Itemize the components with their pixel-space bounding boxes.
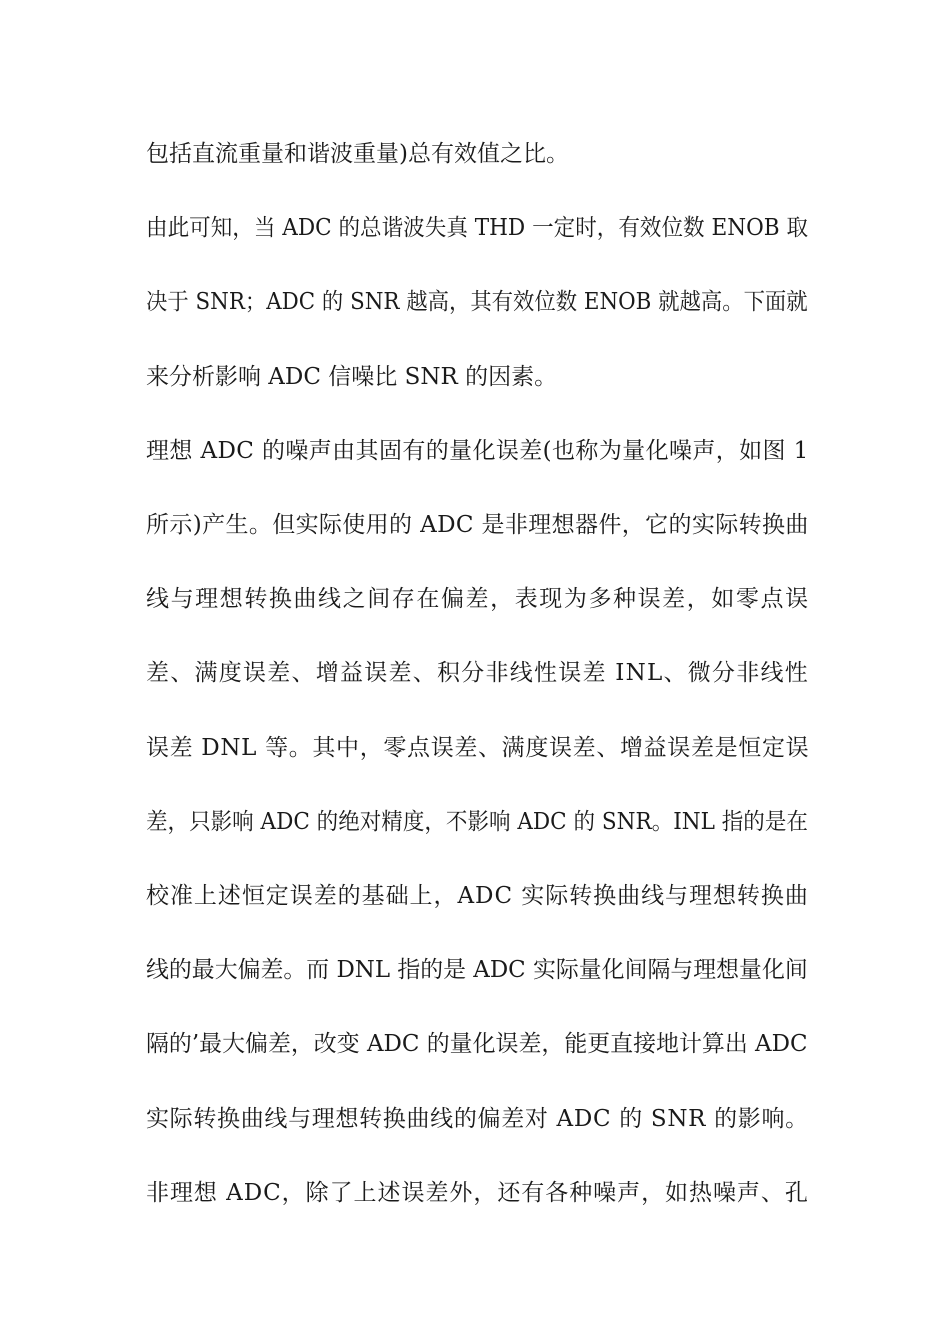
text-line: 校准上述恒定误差的基础上，ADC 实际转换曲线与理想转换曲 bbox=[146, 883, 809, 909]
text-line: 线的最大偏差。而 DNL 指的是 ADC 实际量化间隔与理想量化间 bbox=[146, 957, 808, 984]
text-line: 理想 ADC 的噪声由其固有的量化误差(也称为量化噪声，如图 1 bbox=[146, 437, 809, 464]
text-line: 包括直流重量和谐波重量)总有效值之比。 bbox=[146, 141, 569, 167]
text-line: 决于 SNR；ADC 的 SNR 越高，其有效位数 ENOB 就越高。下面就 bbox=[146, 289, 808, 316]
text-line: 差、满度误差、增益误差、积分非线性误差 INL、微分非线性 bbox=[146, 660, 810, 687]
text-line: 隔的’最大偏差，改变 ADC 的量化误差，能更直接地计算出 ADC bbox=[146, 1031, 808, 1058]
text-line: 实际转换曲线与理想转换曲线的偏差对 ADC 的 SNR 的影响。 bbox=[146, 1105, 809, 1132]
text-line: 线与理想转换曲线之间存在偏差，表现为多种误差，如零点误 bbox=[146, 586, 810, 613]
text-line: 差，只影响 ADC 的绝对精度，不影响 ADC 的 SNR。INL 指的是在 bbox=[146, 808, 808, 835]
text-line: 误差 DNL 等。其中，零点误差、满度误差、增益误差是恒定误 bbox=[146, 734, 810, 761]
text-line: 非理想 ADC，除了上述误差外，还有各种噪声，如热噪声、孔 bbox=[146, 1179, 809, 1206]
text-line: 由此可知，当 ADC 的总谐波失真 THD 一定时，有效位数 ENOB 取 bbox=[146, 215, 809, 242]
text-line: 来分析影响 ADC 信噪比 SNR 的因素。 bbox=[146, 363, 558, 390]
text-line: 所示)产生。但实际使用的 ADC 是非理想器件，它的实际转换曲 bbox=[146, 512, 809, 538]
